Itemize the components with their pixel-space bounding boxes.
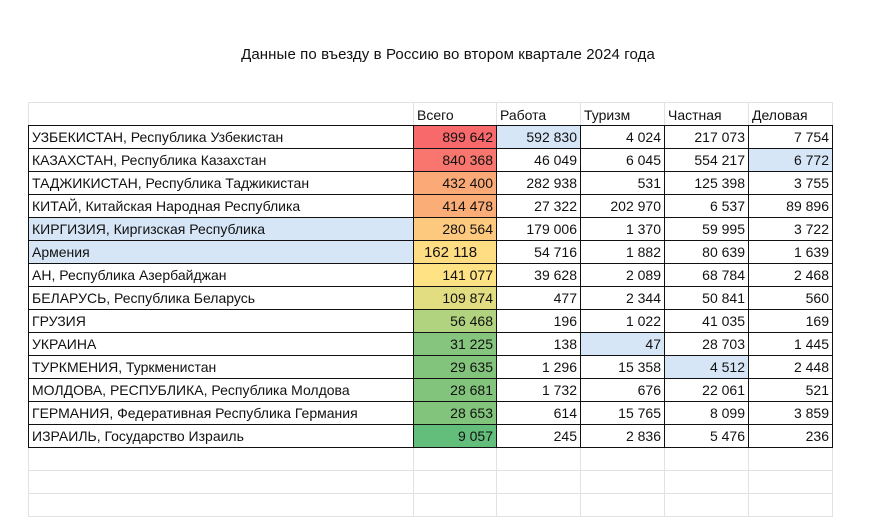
cell-work[interactable]: 46 049 xyxy=(497,149,581,172)
cell-work[interactable]: 614 xyxy=(497,402,581,425)
data-table xyxy=(28,102,833,517)
cell-private[interactable]: 80 639 xyxy=(665,241,749,264)
cell-tourism[interactable]: 47 xyxy=(581,333,665,356)
empty-cell[interactable] xyxy=(29,494,414,517)
table-row xyxy=(29,195,833,218)
cell-work[interactable]: 477 xyxy=(497,287,581,310)
cell-name[interactable]: УКРАИНА xyxy=(29,333,414,356)
cell-business[interactable]: 1 445 xyxy=(749,333,833,356)
cell-name[interactable]: ТУРКМЕНИЯ, Туркменистан xyxy=(29,356,414,379)
cell-total[interactable]: 141 077 xyxy=(414,264,497,287)
cell-business[interactable]: 1 639 xyxy=(749,241,833,264)
empty-cell[interactable] xyxy=(665,471,749,494)
header-cell-total[interactable]: Всего xyxy=(414,103,497,126)
header-cell-tourism[interactable]: Туризм xyxy=(581,103,665,126)
cell-total[interactable]: 432 400 xyxy=(414,172,497,195)
cell-work[interactable]: 1 732 xyxy=(497,379,581,402)
cell-business[interactable]: 3 859 xyxy=(749,402,833,425)
cell-name[interactable]: МОЛДОВА, РЕСПУБЛИКА, Республика Молдова xyxy=(29,379,414,402)
table-row xyxy=(29,126,833,149)
cell-private[interactable]: 22 061 xyxy=(665,379,749,402)
cell-total[interactable]: 56 468 xyxy=(414,310,497,333)
cell-total[interactable]: 280 564 xyxy=(414,218,497,241)
empty-cell[interactable] xyxy=(497,494,581,517)
empty-cell[interactable] xyxy=(497,471,581,494)
cell-work[interactable]: 282 938 xyxy=(497,172,581,195)
cell-tourism[interactable]: 676 xyxy=(581,379,665,402)
cell-tourism[interactable]: 2 089 xyxy=(581,264,665,287)
cell-total[interactable]: 840 368 xyxy=(414,149,497,172)
cell-private[interactable]: 4 512 xyxy=(665,356,749,379)
sheet-title: Данные по въезду в Россию во втором квартале 2024 года xyxy=(241,46,655,63)
cell-name[interactable]: УЗБЕКИСТАН, Республика Узбекистан xyxy=(29,126,414,149)
cell-business[interactable]: 236 xyxy=(749,425,833,448)
cell-tourism[interactable]: 1 370 xyxy=(581,218,665,241)
cell-name[interactable]: КАЗАХСТАН, Республика Казахстан xyxy=(29,149,414,172)
cell-business[interactable]: 3 755 xyxy=(749,172,833,195)
header-cell-business[interactable]: Деловая xyxy=(749,103,833,126)
cell-name[interactable]: КИРГИЗИЯ, Киргизская Республика xyxy=(29,218,414,241)
empty-cell[interactable] xyxy=(665,494,749,517)
cell-private[interactable]: 217 073 xyxy=(665,126,749,149)
empty-cell[interactable] xyxy=(749,448,833,471)
cell-tourism[interactable]: 1 022 xyxy=(581,310,665,333)
empty-cell[interactable] xyxy=(497,448,581,471)
table-row xyxy=(29,149,833,172)
cell-name[interactable]: Армения xyxy=(29,241,414,264)
cell-work[interactable]: 27 322 xyxy=(497,195,581,218)
cell-work[interactable]: 196 xyxy=(497,310,581,333)
cell-tourism[interactable]: 531 xyxy=(581,172,665,195)
cell-private[interactable]: 59 995 xyxy=(665,218,749,241)
cell-business[interactable]: 521 xyxy=(749,379,833,402)
header-cell-country[interactable] xyxy=(29,103,414,126)
cell-private[interactable]: 6 537 xyxy=(665,195,749,218)
cell-work[interactable]: 1 296 xyxy=(497,356,581,379)
header-cell-work[interactable]: Работа xyxy=(497,103,581,126)
cell-business[interactable]: 6 772 xyxy=(749,149,833,172)
table-row xyxy=(29,402,833,425)
cell-work[interactable]: 592 830 xyxy=(497,126,581,149)
cell-name[interactable]: БЕЛАРУСЬ, Республика Беларусь xyxy=(29,287,414,310)
cell-total[interactable]: 109 874 xyxy=(414,287,497,310)
cell-tourism[interactable]: 2 836 xyxy=(581,425,665,448)
cell-name[interactable]: АН, Республика Азербайджан xyxy=(29,264,414,287)
cell-private[interactable]: 41 035 xyxy=(665,310,749,333)
empty-cell[interactable] xyxy=(581,494,665,517)
table-row xyxy=(29,287,833,310)
table-row xyxy=(29,379,833,402)
cell-name[interactable]: ГРУЗИЯ xyxy=(29,310,414,333)
cell-total[interactable]: 9 057 xyxy=(414,425,497,448)
cell-total[interactable]: 29 635 xyxy=(414,356,497,379)
table-row xyxy=(29,218,833,241)
cell-business[interactable]: 7 754 xyxy=(749,126,833,149)
table-row xyxy=(29,356,833,379)
cell-total[interactable]: 28 681 xyxy=(414,379,497,402)
cell-business[interactable]: 2 448 xyxy=(749,356,833,379)
cell-private[interactable]: 50 841 xyxy=(665,287,749,310)
cell-business[interactable]: 89 896 xyxy=(749,195,833,218)
empty-row xyxy=(29,448,833,471)
cell-private[interactable]: 28 703 xyxy=(665,333,749,356)
cell-work[interactable]: 39 628 xyxy=(497,264,581,287)
empty-cell[interactable] xyxy=(414,448,497,471)
empty-cell[interactable] xyxy=(749,471,833,494)
cell-work[interactable]: 54 716 xyxy=(497,241,581,264)
cell-name[interactable]: ГЕРМАНИЯ, Федеративная Республика Германия xyxy=(29,402,414,425)
table-row xyxy=(29,241,833,264)
header-row xyxy=(29,103,833,126)
cell-tourism[interactable]: 15 358 xyxy=(581,356,665,379)
empty-cell[interactable] xyxy=(581,448,665,471)
cell-private[interactable]: 554 217 xyxy=(665,149,749,172)
empty-cell[interactable] xyxy=(29,471,414,494)
cell-total[interactable]: 414 478 xyxy=(414,195,497,218)
cell-private[interactable]: 8 099 xyxy=(665,402,749,425)
cell-tourism[interactable]: 4 024 xyxy=(581,126,665,149)
empty-cell[interactable] xyxy=(749,494,833,517)
empty-row xyxy=(29,494,833,517)
cell-total[interactable]: 899 642 xyxy=(414,126,497,149)
cell-total[interactable]: 31 225 xyxy=(414,333,497,356)
table-row xyxy=(29,172,833,195)
empty-cell[interactable] xyxy=(414,471,497,494)
cell-name[interactable]: ИЗРАИЛЬ, Государство Израиль xyxy=(29,425,414,448)
empty-row xyxy=(29,471,833,494)
table-row xyxy=(29,333,833,356)
cell-private[interactable]: 5 476 xyxy=(665,425,749,448)
cell-name[interactable]: КИТАЙ, Китайская Народная Республика xyxy=(29,195,414,218)
cell-work[interactable]: 138 xyxy=(497,333,581,356)
empty-cell[interactable] xyxy=(414,494,497,517)
table-row xyxy=(29,264,833,287)
cell-tourism[interactable]: 202 970 xyxy=(581,195,665,218)
table-row xyxy=(29,310,833,333)
cell-business[interactable]: 3 722 xyxy=(749,218,833,241)
cell-private[interactable]: 125 398 xyxy=(665,172,749,195)
cell-tourism[interactable]: 6 045 xyxy=(581,149,665,172)
cell-name[interactable]: ТАДЖИКИСТАН, Республика Таджикистан xyxy=(29,172,414,195)
cell-private[interactable]: 68 784 xyxy=(665,264,749,287)
empty-cell[interactable] xyxy=(581,471,665,494)
cell-business[interactable]: 169 xyxy=(749,310,833,333)
cell-total[interactable]: 162 118 xyxy=(414,241,497,264)
table-row xyxy=(29,425,833,448)
empty-cell[interactable] xyxy=(29,448,414,471)
cell-business[interactable]: 560 xyxy=(749,287,833,310)
cell-tourism[interactable]: 1 882 xyxy=(581,241,665,264)
cell-total[interactable]: 28 653 xyxy=(414,402,497,425)
cell-work[interactable]: 179 006 xyxy=(497,218,581,241)
cell-tourism[interactable]: 2 344 xyxy=(581,287,665,310)
empty-cell[interactable] xyxy=(665,448,749,471)
cell-business[interactable]: 2 468 xyxy=(749,264,833,287)
header-cell-private[interactable]: Частная xyxy=(665,103,749,126)
cell-work[interactable]: 245 xyxy=(497,425,581,448)
cell-tourism[interactable]: 15 765 xyxy=(581,402,665,425)
